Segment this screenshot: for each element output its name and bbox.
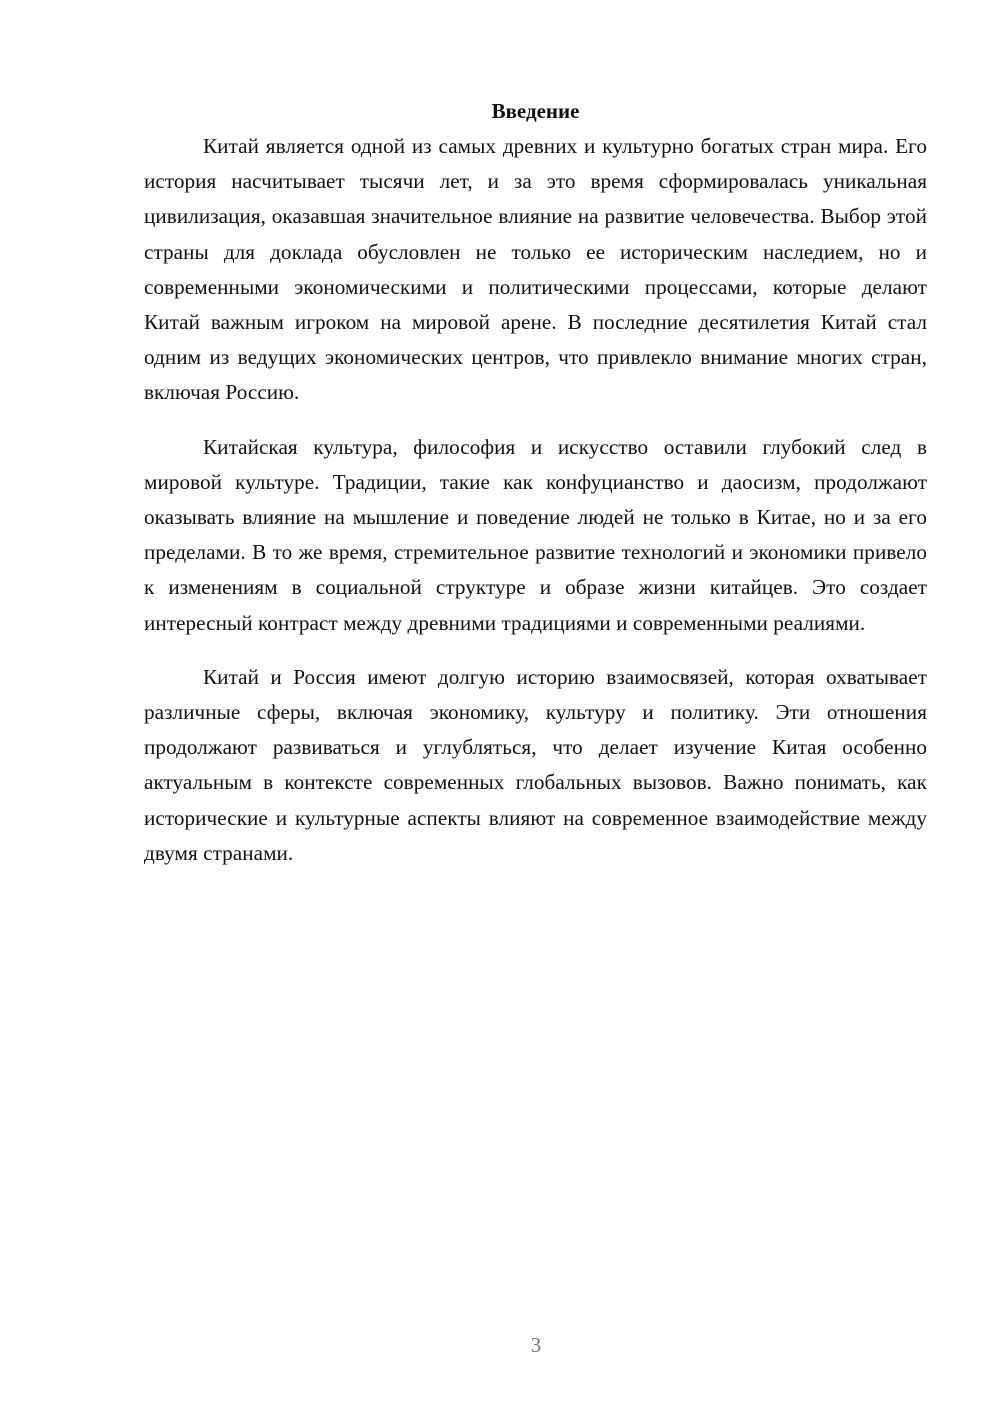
page-content xyxy=(144,94,927,890)
section-title: Введение xyxy=(491,99,580,123)
paragraph-1: Китай является одной из самых древних и культурно богатых стран мира. Его история насчитывает тысячи лет, и за это время сформировалась уникальная цивилизация, оказавшая значительное влияние на развитие человечества. Выбор этой страны для доклада обусловлен не только ее историческим наследием, но и современными экономическими и политическими процессами, которые делают Китай важным игроком на мировой арене. В последние десятилетия Китай стал одним из ведущих экономических центров, что привлекло внимание многих стран, включая Россию. xyxy=(144,134,927,405)
page-number: 3 xyxy=(530,1333,542,1357)
paragraph-2: Китайская культура, философия и искусство оставили глубокий след в мировой культуре. Традиции, такие как конфуцианство и даосизм, продолжают оказывать влияние на мышление и поведение людей не только в Китае, но и за его пределами. В то же время, стремительное развитие технологий и экономики привело к изменениям в социальной структуре и образе жизни китайцев. Это создает интересный контраст между древними традициями и современными реалиями. xyxy=(144,434,927,635)
paragraph-3: Китай и Россия имеют долгую историю взаимосвязей, которая охватывает различные сферы, включая экономику, культуру и политику. Эти отношения продолжают развиваться и углубляться, что делает изучение Китая особенно актуальным в контексте современных глобальных вызовов. Важно понимать, как исторические и культурные аспекты влияют на современное взаимодействие между двумя странами. xyxy=(144,664,927,865)
